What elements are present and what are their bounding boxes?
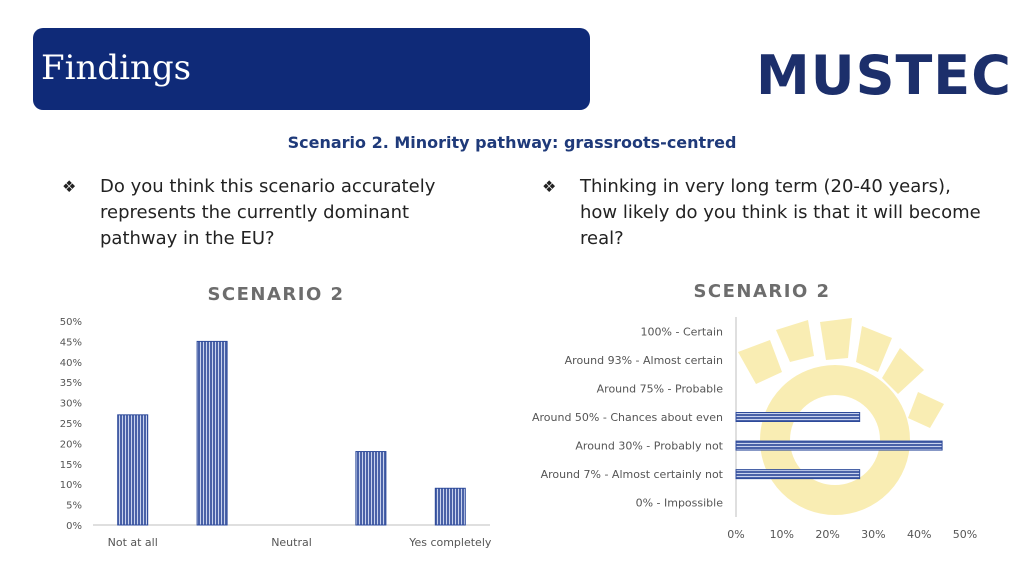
bar-chart-left: [60, 284, 492, 549]
bar: [118, 415, 148, 525]
diamond-bullet-icon: ❖: [62, 177, 77, 196]
page-title: Findings: [41, 48, 192, 88]
y-tick-label: Around 93% - Almost certain: [564, 353, 723, 367]
x-tick-label: 30%: [861, 528, 886, 541]
y-tick-label: 20%: [59, 439, 82, 451]
bar-chart-right: [532, 281, 977, 541]
y-tick-label: 100% - Certain: [640, 325, 723, 339]
x-tick-label: Not at all: [107, 536, 158, 549]
y-tick-label: Around 7% - Almost certainly not: [540, 468, 723, 482]
bar: [736, 470, 860, 479]
bar: [736, 413, 860, 422]
y-tick-label: 40%: [59, 357, 82, 369]
x-tick-label: 20%: [815, 528, 840, 541]
y-tick-label: 0% - Impossible: [635, 496, 723, 510]
x-tick-label: Neutral: [271, 536, 312, 549]
y-tick-label: Around 75% - Probable: [596, 382, 723, 396]
bar: [197, 341, 227, 525]
bar: [356, 452, 386, 525]
y-tick-label: 10%: [59, 480, 82, 492]
logo-text: MUSTEC: [756, 44, 1012, 107]
x-tick-label: 50%: [952, 528, 978, 541]
question-1-text: Do you think this scenario accurately represents the currently dominant pathway in the EU?: [100, 176, 436, 249]
y-tick-label: 30%: [59, 398, 82, 410]
x-tick-label: 10%: [769, 528, 795, 541]
chart-title: SCENARIO 2: [693, 281, 831, 302]
chart-title: SCENARIO 2: [207, 284, 345, 305]
y-tick-label: Around 30% - Probably not: [575, 439, 723, 453]
diamond-bullet-icon: ❖: [542, 177, 557, 196]
y-tick-label: 15%: [59, 459, 82, 471]
question-2-text: Thinking in very long term (20-40 years), how likely do you think is that it will become real?: [580, 176, 981, 249]
x-tick-label: 0%: [727, 528, 745, 541]
x-tick-label: Yes completely: [409, 536, 492, 549]
y-tick-label: Around 50% - Chances about even: [531, 411, 723, 424]
y-tick-label: 50%: [59, 317, 82, 328]
bar: [435, 488, 465, 525]
y-tick-label: 5%: [66, 500, 82, 512]
scenario-subtitle: Scenario 2. Minority pathway: grassroots-centred: [287, 133, 737, 152]
y-tick-label: 35%: [59, 378, 82, 390]
y-tick-label: 25%: [59, 419, 82, 430]
x-tick-label: 40%: [906, 528, 932, 541]
y-tick-label: 45%: [59, 337, 82, 349]
bar: [736, 441, 942, 450]
y-tick-label: 0%: [66, 521, 82, 532]
